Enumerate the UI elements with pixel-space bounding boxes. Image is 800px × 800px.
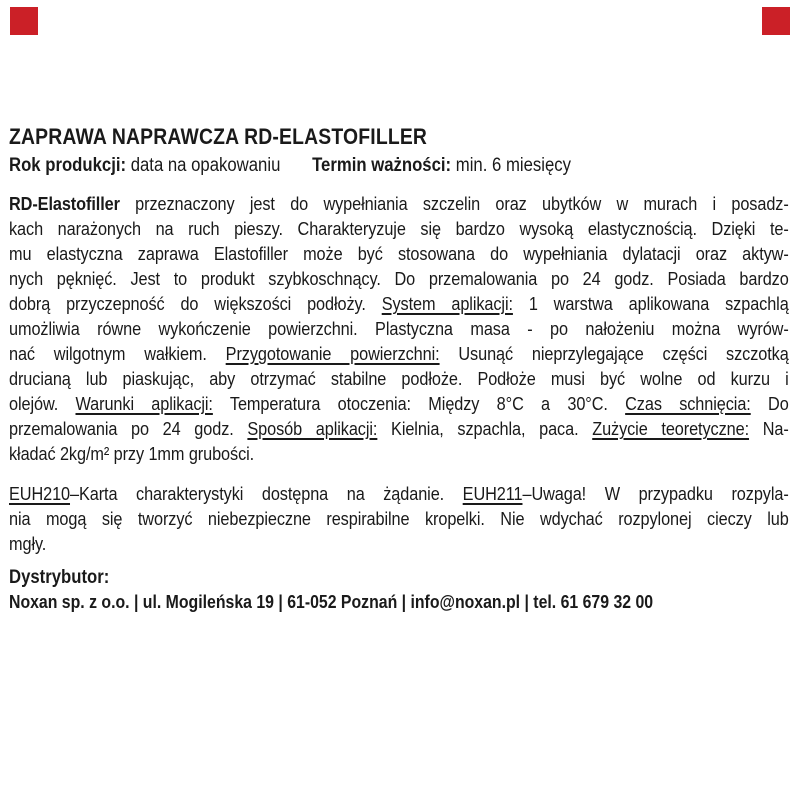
text-segment: drucianą lub piaskując, aby otrzymać stabilne podłoże. Podłoże musi być wolne od kurzu i [9, 368, 789, 389]
body-line [9, 441, 789, 466]
text-segment: Kielnia, szpachla, paca. [377, 418, 593, 439]
underlined-term: Sposób aplikacji: [247, 418, 378, 439]
product-description-paragraph [9, 191, 789, 466]
underlined-term: EUH211 [462, 483, 523, 504]
production-date-label: Rok produkcji: [9, 155, 127, 176]
body-line [9, 366, 789, 391]
underlined-term: Zużycie teoretyczne: [592, 418, 750, 439]
text-segment: umożliwia równe wykończenie powierzchni. Plastyczna masa - po nałożeniu można wyrów- [9, 318, 789, 339]
distributor-label: Dystrybutor: [9, 567, 110, 588]
body-line [9, 481, 789, 506]
text-segment: –Karta charakterystyki dostępna na żądanie. [70, 483, 463, 504]
text-segment: Do [750, 393, 789, 414]
distributor-info: Noxan sp. z o.o. | ul. Mogileńska 19 | 61-052 Poznań | info@noxan.pl | tel. 61 679 32 00 [9, 592, 654, 612]
text-segment: olejów. [9, 393, 76, 414]
text-segment: kach narażonych na ruch pieszy. Charakteryzuje się bardzo wysoką elastycznością. Dzięki te- [9, 218, 789, 239]
text-segment: mgły. [9, 533, 47, 554]
text-segment: Usunąć nieprzylegające części szczotką [439, 343, 789, 364]
text-segment: przeznaczony jest do wypełniania szczelin oraz ubytków w murach i posadz- [119, 193, 789, 214]
underlined-term: Przygotowanie powierzchni: [225, 343, 440, 364]
text-segment: dobrą przyczepność do większości podłoży. [9, 293, 382, 314]
underlined-term: System aplikacji: [381, 293, 513, 314]
body-line [9, 241, 789, 266]
body-line [9, 316, 789, 341]
text-segment: Na- [749, 418, 789, 439]
underlined-term: Warunki aplikacji: [75, 393, 213, 414]
underlined-term: Czas schnięcia: [625, 393, 751, 414]
body-line [9, 531, 789, 556]
text-segment: nać wilgotnym wałkiem. [9, 343, 226, 364]
body-line [9, 341, 789, 366]
label-content [9, 0, 789, 615]
underlined-term: EUH210 [9, 483, 71, 504]
text-segment: 1 warstwa aplikowana szpachlą [512, 293, 789, 314]
text-segment: przemalowania po 24 godz. [9, 418, 248, 439]
production-expiry-line [9, 154, 789, 178]
production-date-value: data na opakowaniu [126, 155, 281, 176]
expiry-label: Termin ważności: [312, 155, 452, 176]
text-segment: nia mogą się tworzyć niebezpieczne respirabilne kropelki. Nie wdychać rozpylonej cieczy lub [9, 508, 789, 529]
body-line [9, 416, 789, 441]
text-segment: nych pęknięć. Jest to produkt szybkoschnący. Do przemalowania po 24 godz. Posiada bardzo [9, 268, 789, 289]
body-line [9, 191, 789, 216]
text-segment: kładać 2kg/m² przy 1mm grubości. [9, 443, 255, 464]
text-segment: –Uwaga! W przypadku rozpyla- [522, 483, 789, 504]
text-segment: Temperatura otoczenia: Między 8°C a 30°C. [212, 393, 626, 414]
body-line [9, 216, 789, 241]
body-line [9, 291, 789, 316]
product-title: ZAPRAWA NAPRAWCZA RD-ELASTOFILLER [9, 124, 428, 149]
text-segment: RD-Elastofiller [9, 193, 120, 214]
expiry-value: min. 6 miesięcy [451, 155, 571, 176]
text-segment: mu elastyczna zaprawa Elastofiller może być stosowana do wypełniania dylatacji oraz aktyw- [9, 243, 789, 264]
body-line [9, 391, 789, 416]
body-line [9, 506, 789, 531]
body-line [9, 266, 789, 291]
euh-hazard-paragraph [9, 481, 789, 556]
